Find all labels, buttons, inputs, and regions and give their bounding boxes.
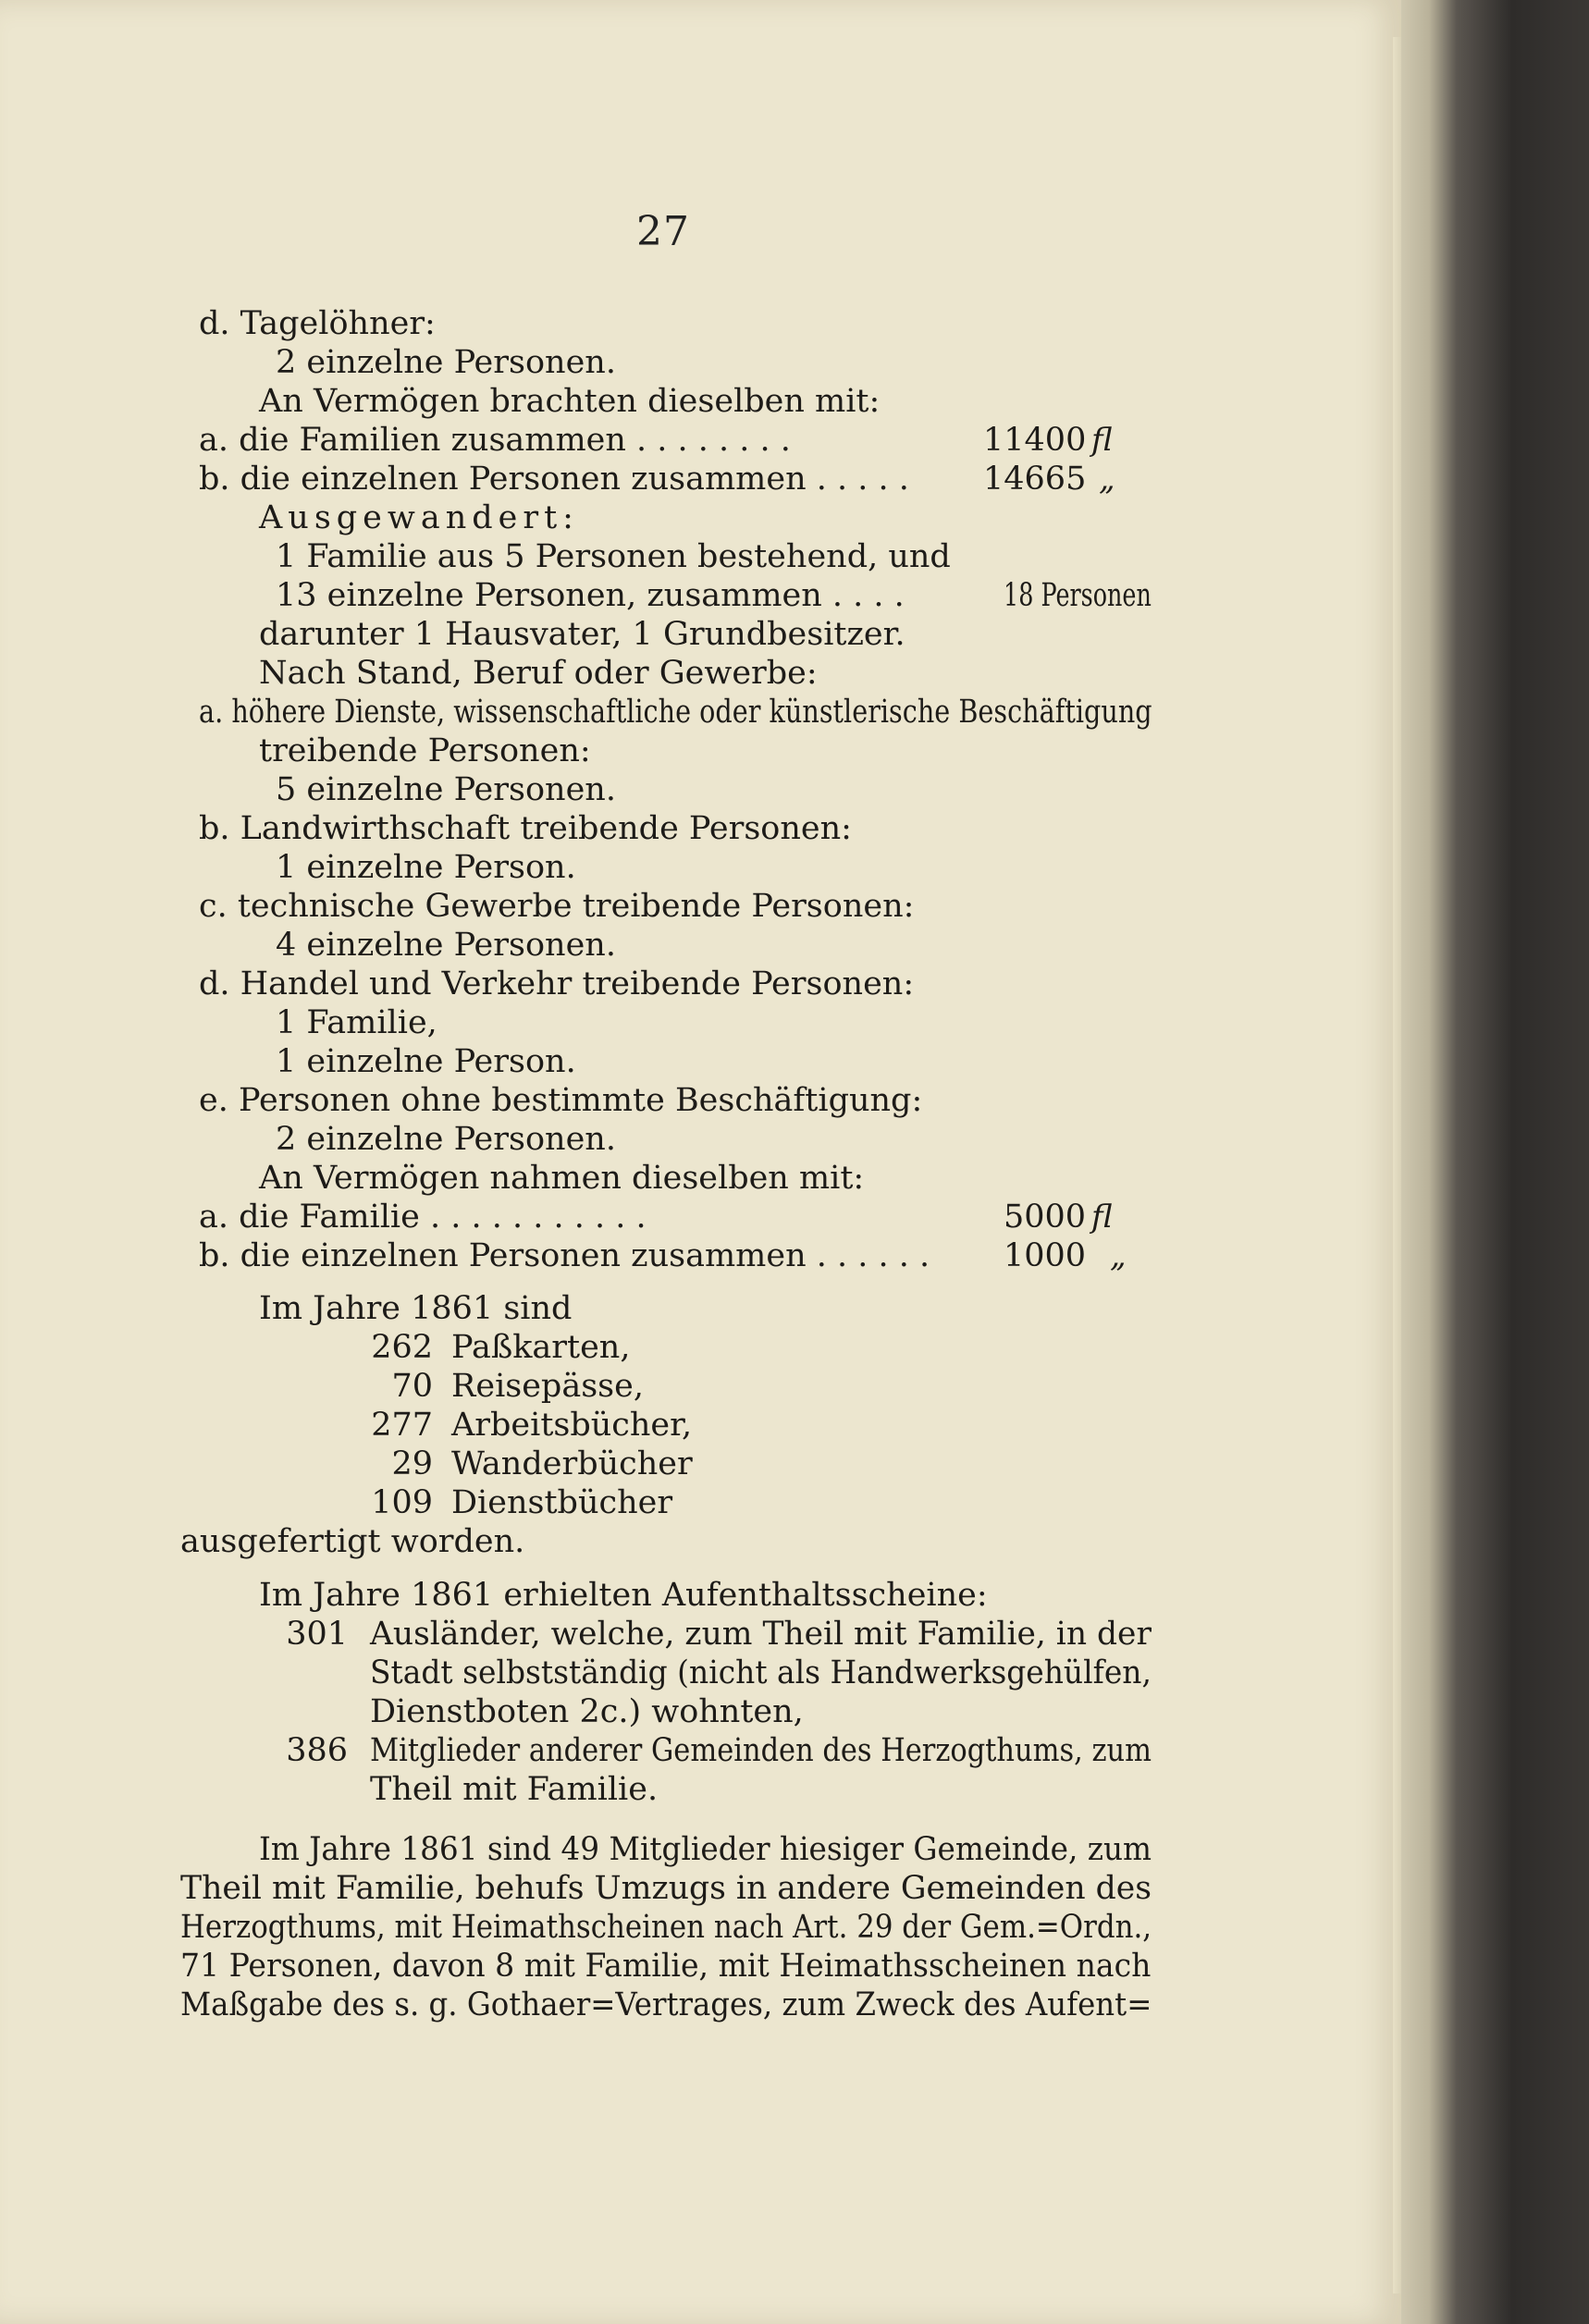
line: ausgefertigt worden. xyxy=(180,1523,525,1560)
line: Im Jahre 1861 erhielten Aufenthaltsscheine: xyxy=(259,1577,988,1614)
line: treibende Personen: xyxy=(259,732,591,769)
line: Nach Stand, Beruf oder Gewerbe: xyxy=(259,655,818,692)
line: Dienstbücher xyxy=(451,1484,673,1521)
line: An Vermögen nahmen dieselben mit: xyxy=(259,1160,865,1197)
line: d. Handel und Verkehr treibende Personen: xyxy=(199,965,915,1002)
line: 1 Familie, xyxy=(276,1004,437,1041)
line: An Vermögen brachten dieselben mit: xyxy=(259,383,881,420)
line: Maßgabe des s. g. Gothaer=Vertrages, zum Zweck des Aufent= xyxy=(180,1986,1152,2023)
currency-mark: fl xyxy=(1091,1199,1113,1236)
line: a. die Familie . . . . . . . . . . . xyxy=(199,1199,647,1236)
amount: 14665 xyxy=(983,461,1087,498)
count: 262 xyxy=(371,1329,433,1366)
line: a. höhere Dienste, wissenschaftliche oder künstlerische Beschäftigung xyxy=(199,694,1152,731)
line: b. Landwirthschaft treibende Personen: xyxy=(199,810,852,847)
line: 5 einzelne Personen. xyxy=(276,771,616,808)
line: Wanderbücher xyxy=(451,1445,693,1482)
line: 71 Personen, davon 8 mit Familie, mit Heimathsscheinen nach xyxy=(180,1948,1152,1985)
line: Herzogthums, mit Heimathscheinen nach Art. 29 der Gem.=Ordn., xyxy=(180,1909,1152,1946)
amount: 1000 xyxy=(1004,1237,1087,1274)
currency-mark: fl xyxy=(1091,422,1113,459)
line: Reisepässe, xyxy=(451,1368,644,1405)
line: Paßkarten, xyxy=(451,1329,631,1366)
line: b. die einzelnen Personen zusammen . . . . . xyxy=(199,461,909,498)
count: 70 xyxy=(391,1368,433,1405)
line: b. die einzelnen Personen zusammen . . . . . . xyxy=(199,1237,930,1274)
line-tageloehner: d. Tagelöhner: xyxy=(199,305,436,342)
line: Dienstboten 2c.) wohnten, xyxy=(370,1693,804,1730)
line: c. technische Gewerbe treibende Personen: xyxy=(199,888,915,925)
line: Im Jahre 1861 sind 49 Mitglieder hiesiger Gemeinde, zum xyxy=(259,1831,1152,1868)
line: Theil mit Familie, behufs Umzugs in andere Gemeinden des xyxy=(180,1870,1152,1907)
line-right: 18 Personen xyxy=(1004,577,1152,614)
line: 1 einzelne Person. xyxy=(276,1043,576,1080)
count: 109 xyxy=(371,1484,433,1521)
heading-ausgewandert: Ausgewandert: xyxy=(259,499,579,536)
line: 2 einzelne Personen. xyxy=(276,1121,616,1158)
line: Arbeitsbücher, xyxy=(451,1407,693,1444)
amount: 5000 xyxy=(1004,1199,1087,1236)
book-spine xyxy=(1401,0,1589,2324)
line: Mitglieder anderer Gemeinden des Herzogthums, zum xyxy=(370,1732,1152,1769)
line: 1 Familie aus 5 Personen bestehend, und xyxy=(276,538,951,575)
line: Ausländer, welche, zum Theil mit Familie, in der xyxy=(370,1616,1152,1653)
line: a. die Familien zusammen . . . . . . . . xyxy=(199,422,791,459)
line: e. Personen ohne bestimmte Beschäftigung: xyxy=(199,1082,923,1119)
line: Theil mit Familie. xyxy=(370,1771,659,1808)
line: darunter 1 Hausvater, 1 Grundbesitzer. xyxy=(259,616,905,653)
amount: 11400 xyxy=(983,422,1087,459)
page-number: 27 xyxy=(636,208,690,255)
count: 277 xyxy=(371,1407,433,1444)
ditto-mark: „ xyxy=(1110,1237,1127,1274)
ditto-mark: „ xyxy=(1099,461,1115,498)
count: 29 xyxy=(391,1445,433,1482)
line: 2 einzelne Personen. xyxy=(276,344,616,381)
line: 4 einzelne Personen. xyxy=(276,927,616,964)
line: 13 einzelne Personen, zusammen . . . . xyxy=(276,577,905,614)
line: Im Jahre 1861 sind xyxy=(259,1290,573,1327)
line: Stadt selbstständig (nicht als Handwerksgehülfen, xyxy=(370,1654,1152,1691)
count: 386 xyxy=(286,1732,348,1769)
line: 1 einzelne Person. xyxy=(276,849,576,886)
count: 301 xyxy=(286,1616,348,1653)
